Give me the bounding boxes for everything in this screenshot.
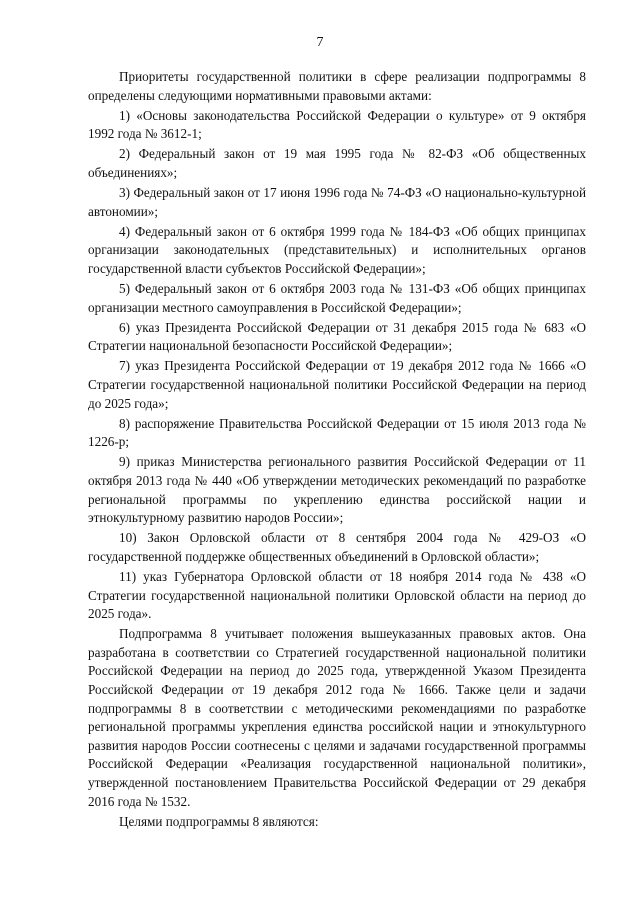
list-item-11: 11) указ Губернатора Орловской области от 18 ноября 2014 года № 438 «О Стратегии государственной национальной политики Орловской области на период до 2025 года». [88,568,586,622]
list-item-9: 9) приказ Министерства регионального развития Российской Федерации от 11 октября 2013 года № 440 «Об утверждении методических рекомендаций по разработке региональной программы по укреплению единства российской нации и этнокультурному развитию народов России»; [88,454,586,526]
document-body [88,68,586,833]
list-item-8: 8) распоряжение Правительства Российской Федерации от 15 июля 2013 года № 1226-р; [88,415,586,450]
goals-heading: Целями подпрограммы 8 являются: [119,813,319,829]
list-item-3: 3) Федеральный закон от 17 июня 1996 года № 74-ФЗ «О национально-культурной автономии»; [88,185,586,219]
list-item-5: 5) Федеральный закон от 6 октября 2003 года № 131-ФЗ «Об общих принципах организации местного самоуправления в Российской Федерации»; [88,281,586,315]
list-item-4: 4) Федеральный закон от 6 октября 1999 года № 184-ФЗ «Об общих принципах организации законодательных (представительных) и исполнительных органов государственной власти субъектов Российской Федерации»; [88,223,586,276]
list-item-1: 1) «Основы законодательства Российской Федерации о культуре» от 9 октября 1992 года № 3612-1; [88,107,586,142]
list-item-10: 10) Закон Орловской области от 8 сентября 2004 года № 429-ОЗ «О государственной поддержке общественных объединений в Орловской области»; [88,530,586,564]
page-number: 7 [316,35,324,50]
summary-paragraph: Подпрограмма 8 учитывает положения вышеуказанных правовых актов. Она разработана в соответствии со Стратегией государственной национальной политики Российской Федерации на период до 2025 года, утвержденной Указом Президента Российской Федерации от 19 декабря 2012 года № 1666. Также цели и задачи подпрограммы 8 в соответствии с методическими рекомендациями по разработке региональной программы укрепления единства российской нации и этнокультурного развития народов России соотнесены с целями и задачами государственной программы Российской Федерации «Реализация государственной национальной политики», утвержденной постановлением Правительства Российской Федерации от 29 декабря 2016 года № 1532. [88,626,586,809]
list-item-7: 7) указ Президента Российской Федерации от 19 декабря 2012 года № 1666 «О Стратегии государственной национальной политики Российской Федерации на период до 2025 года»; [88,358,586,411]
list-item-6: 6) указ Президента Российской Федерации от 31 декабря 2015 года № 683 «О Стратегии национальной безопасности Российской Федерации»; [88,319,586,354]
list-item-2: 2) Федеральный закон от 19 мая 1995 года № 82-ФЗ «Об общественных объединениях»; [88,146,586,180]
intro-paragraph: Приоритеты государственной политики в сфере реализации подпрограммы 8 определены следующими нормативными правовыми актами: [88,69,586,103]
